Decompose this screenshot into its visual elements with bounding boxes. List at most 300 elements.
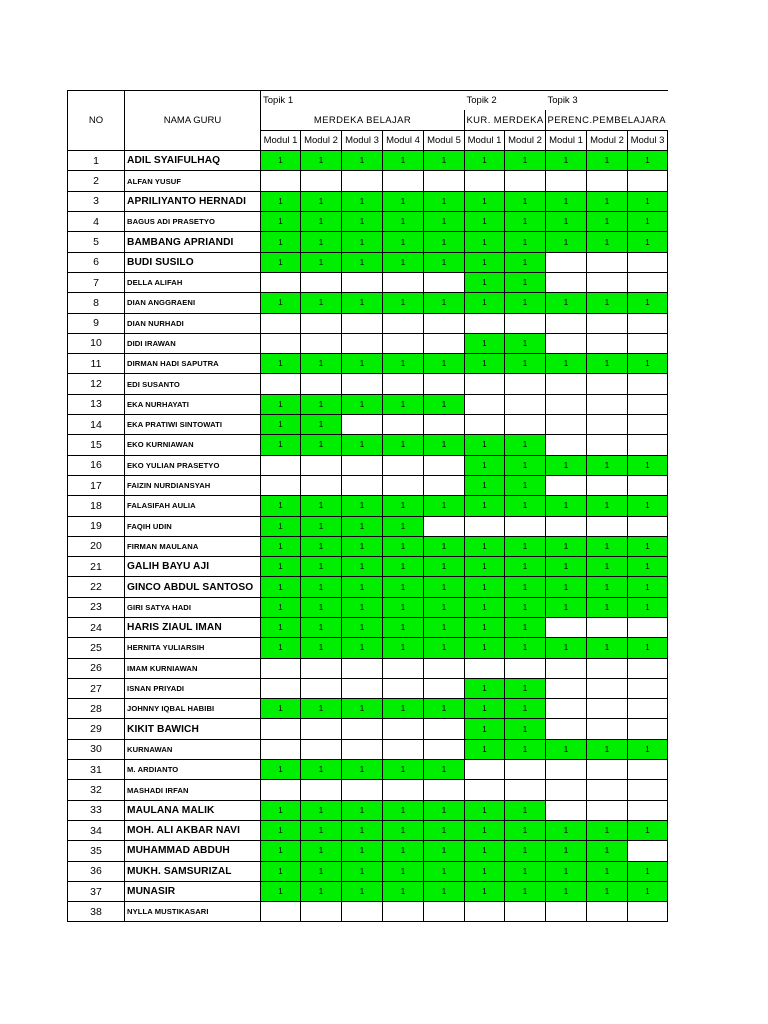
module-status-cell: 1	[424, 638, 465, 658]
module-status-cell	[505, 313, 546, 333]
module-status-cell: 1	[383, 577, 424, 597]
module-status-cell	[301, 475, 342, 495]
module-status-cell	[424, 902, 465, 922]
module-status-cell: 1	[261, 212, 301, 232]
module-status-cell: 1	[546, 212, 587, 232]
table-row	[68, 780, 668, 800]
module-status-cell	[546, 800, 587, 820]
module-status-cell: 1	[424, 435, 465, 455]
module-status-cell	[261, 475, 301, 495]
module-status-cell	[628, 760, 668, 780]
module-status-cell: 1	[587, 841, 628, 861]
module-status-cell	[261, 272, 301, 292]
module-status-cell: 1	[628, 557, 668, 577]
module-status-cell: 1	[628, 739, 668, 759]
module-status-cell: 1	[587, 861, 628, 881]
module-status-cell: 1	[424, 577, 465, 597]
table-row	[68, 841, 668, 861]
module-status-cell: 1	[628, 354, 668, 374]
module-status-cell: 1	[587, 293, 628, 313]
module-status-cell: 1	[342, 212, 383, 232]
module-status-cell	[465, 374, 505, 394]
module-status-cell: 1	[383, 800, 424, 820]
module-status-cell: 1	[465, 455, 505, 475]
table-row	[68, 496, 668, 516]
module-status-cell: 1	[383, 618, 424, 638]
module-status-cell	[342, 455, 383, 475]
module-status-cell: 1	[465, 536, 505, 556]
table-row	[68, 354, 668, 374]
module-status-cell: 1	[505, 699, 546, 719]
module-status-cell: 1	[587, 354, 628, 374]
module-status-cell: 1	[546, 232, 587, 252]
module-status-cell	[587, 678, 628, 698]
module-status-cell	[505, 415, 546, 435]
module-status-cell: 1	[465, 618, 505, 638]
table-row	[68, 760, 668, 780]
module-status-cell: 1	[628, 638, 668, 658]
module-status-cell: 1	[301, 557, 342, 577]
module-status-cell: 1	[587, 881, 628, 901]
module-status-cell	[628, 618, 668, 638]
module-status-cell: 1	[301, 516, 342, 536]
module-status-cell	[546, 394, 587, 414]
module-status-cell	[546, 475, 587, 495]
module-status-cell: 1	[546, 293, 587, 313]
row-number: 7	[68, 272, 125, 292]
module-status-cell: 1	[342, 557, 383, 577]
module-header: Modul 3	[342, 130, 383, 150]
module-status-cell: 1	[505, 861, 546, 881]
module-status-cell: 1	[465, 699, 505, 719]
module-status-cell: 1	[465, 151, 505, 171]
module-status-cell: 1	[261, 232, 301, 252]
module-status-cell	[261, 171, 301, 191]
module-status-cell: 1	[261, 151, 301, 171]
module-status-cell	[587, 171, 628, 191]
module-status-cell	[261, 902, 301, 922]
module-status-cell: 1	[465, 861, 505, 881]
module-status-cell	[465, 658, 505, 678]
module-status-cell	[261, 678, 301, 698]
module-status-cell	[342, 415, 383, 435]
module-status-cell	[587, 313, 628, 333]
module-status-cell: 1	[383, 841, 424, 861]
module-status-cell: 1	[505, 618, 546, 638]
module-status-cell: 1	[261, 820, 301, 840]
module-status-cell	[383, 374, 424, 394]
module-status-cell: 1	[546, 638, 587, 658]
module-status-cell: 1	[546, 739, 587, 759]
topic-1-title: MERDEKA BELAJAR	[261, 110, 465, 130]
module-status-cell: 1	[261, 293, 301, 313]
module-status-cell	[628, 415, 668, 435]
teacher-name: BAMBANG APRIANDI	[125, 232, 261, 252]
module-status-cell: 1	[424, 212, 465, 232]
module-status-cell: 1	[301, 394, 342, 414]
module-status-cell	[424, 678, 465, 698]
module-status-cell	[383, 719, 424, 739]
module-status-cell: 1	[465, 272, 505, 292]
module-status-cell: 1	[505, 212, 546, 232]
teacher-name: FAQIH UDIN	[125, 516, 261, 536]
module-status-cell: 1	[505, 496, 546, 516]
table-row	[68, 618, 668, 638]
module-header: Modul 1	[465, 130, 505, 150]
module-status-cell	[383, 739, 424, 759]
module-status-cell: 1	[383, 293, 424, 313]
row-number: 15	[68, 435, 125, 455]
module-status-cell	[546, 902, 587, 922]
module-status-cell: 1	[465, 496, 505, 516]
row-number: 10	[68, 333, 125, 353]
module-status-cell: 1	[505, 638, 546, 658]
module-status-cell	[301, 780, 342, 800]
row-number: 31	[68, 760, 125, 780]
module-header: Modul 4	[383, 130, 424, 150]
teacher-name: MASHADI IRFAN	[125, 780, 261, 800]
module-status-cell	[587, 394, 628, 414]
module-status-cell: 1	[424, 699, 465, 719]
module-status-cell: 1	[546, 455, 587, 475]
table-row	[68, 557, 668, 577]
module-status-cell	[424, 658, 465, 678]
module-status-cell	[587, 658, 628, 678]
module-status-cell	[587, 516, 628, 536]
module-status-cell: 1	[587, 557, 628, 577]
name-header: NAMA GURU	[125, 91, 261, 151]
module-status-cell: 1	[342, 232, 383, 252]
module-status-cell: 1	[301, 232, 342, 252]
row-number: 33	[68, 800, 125, 820]
row-number: 5	[68, 232, 125, 252]
table-row	[68, 191, 668, 211]
module-status-cell	[546, 252, 587, 272]
module-status-cell	[628, 699, 668, 719]
module-status-cell	[587, 374, 628, 394]
module-status-cell: 1	[342, 394, 383, 414]
module-status-cell: 1	[301, 212, 342, 232]
table-row	[68, 577, 668, 597]
module-status-cell: 1	[424, 800, 465, 820]
module-status-cell	[424, 455, 465, 475]
teacher-name: APRILIYANTO HERNADI	[125, 191, 261, 211]
row-number: 28	[68, 699, 125, 719]
row-number: 9	[68, 313, 125, 333]
table-row	[68, 719, 668, 739]
teacher-name: DIDI IRAWAN	[125, 333, 261, 353]
module-status-cell: 1	[383, 151, 424, 171]
table-row	[68, 313, 668, 333]
module-status-cell: 1	[342, 841, 383, 861]
module-status-cell	[587, 272, 628, 292]
module-status-cell	[587, 760, 628, 780]
module-status-cell	[587, 475, 628, 495]
module-status-cell: 1	[301, 820, 342, 840]
module-status-cell: 1	[587, 496, 628, 516]
module-status-cell: 1	[465, 557, 505, 577]
module-status-cell	[383, 902, 424, 922]
topic-label-row	[68, 91, 668, 111]
module-status-cell	[628, 902, 668, 922]
module-header: Modul 1	[261, 130, 301, 150]
topic-2-label: Topik 2	[465, 91, 546, 111]
module-status-cell: 1	[587, 597, 628, 617]
module-status-cell	[301, 902, 342, 922]
module-header: Modul 2	[301, 130, 342, 150]
module-status-cell: 1	[424, 820, 465, 840]
module-status-cell: 1	[261, 394, 301, 414]
table-row	[68, 902, 668, 922]
module-status-cell: 1	[546, 861, 587, 881]
module-status-cell	[342, 313, 383, 333]
teacher-name: DIRMAN HADI SAPUTRA	[125, 354, 261, 374]
row-number: 14	[68, 415, 125, 435]
module-status-cell: 1	[465, 820, 505, 840]
module-status-cell: 1	[505, 536, 546, 556]
module-status-cell: 1	[342, 597, 383, 617]
module-status-cell: 1	[383, 191, 424, 211]
teacher-name: GIRI SATYA HADI	[125, 597, 261, 617]
module-status-cell: 1	[261, 577, 301, 597]
module-status-cell: 1	[424, 252, 465, 272]
module-status-cell: 1	[301, 536, 342, 556]
row-number: 36	[68, 861, 125, 881]
module-status-cell: 1	[628, 455, 668, 475]
table-row	[68, 435, 668, 455]
row-number: 29	[68, 719, 125, 739]
module-status-cell: 1	[465, 252, 505, 272]
module-status-cell: 1	[628, 861, 668, 881]
teacher-name: EDI SUSANTO	[125, 374, 261, 394]
row-number: 11	[68, 354, 125, 374]
module-status-cell: 1	[424, 861, 465, 881]
table-row	[68, 678, 668, 698]
teacher-name: ISNAN PRIYADI	[125, 678, 261, 698]
module-status-cell: 1	[301, 191, 342, 211]
module-status-cell	[546, 333, 587, 353]
module-status-cell: 1	[383, 252, 424, 272]
module-status-cell: 1	[628, 496, 668, 516]
module-header: Modul 2	[505, 130, 546, 150]
table-row	[68, 394, 668, 414]
module-status-cell: 1	[546, 354, 587, 374]
module-status-cell	[424, 739, 465, 759]
teacher-name: HERNITA YULIARSIH	[125, 638, 261, 658]
module-status-cell: 1	[628, 151, 668, 171]
module-status-cell	[465, 394, 505, 414]
module-status-cell: 1	[301, 151, 342, 171]
module-status-cell	[383, 780, 424, 800]
module-status-cell: 1	[628, 191, 668, 211]
module-status-cell	[546, 678, 587, 698]
module-status-cell	[342, 678, 383, 698]
module-status-cell	[465, 516, 505, 536]
module-status-cell	[342, 902, 383, 922]
module-status-cell: 1	[301, 252, 342, 272]
module-status-cell: 1	[342, 496, 383, 516]
module-status-cell: 1	[546, 496, 587, 516]
module-status-cell: 1	[342, 699, 383, 719]
module-status-cell	[424, 719, 465, 739]
teacher-name: MAULANA MALIK	[125, 800, 261, 820]
teacher-name: DELLA ALIFAH	[125, 272, 261, 292]
table-row	[68, 597, 668, 617]
module-status-cell: 1	[465, 232, 505, 252]
module-status-cell: 1	[342, 800, 383, 820]
module-status-cell	[342, 374, 383, 394]
module-status-cell	[628, 658, 668, 678]
module-status-cell	[546, 516, 587, 536]
module-status-cell	[628, 719, 668, 739]
module-status-cell: 1	[505, 820, 546, 840]
teacher-name: BAGUS ADI PRASETYO	[125, 212, 261, 232]
module-status-cell: 1	[424, 841, 465, 861]
module-status-cell: 1	[505, 739, 546, 759]
row-number: 23	[68, 597, 125, 617]
module-status-cell	[587, 719, 628, 739]
module-status-cell: 1	[505, 151, 546, 171]
module-status-cell	[546, 171, 587, 191]
module-status-cell: 1	[261, 800, 301, 820]
table-row	[68, 820, 668, 840]
module-status-cell: 1	[505, 557, 546, 577]
module-status-cell	[587, 699, 628, 719]
module-status-cell: 1	[424, 618, 465, 638]
module-status-cell: 1	[465, 293, 505, 313]
module-status-cell: 1	[383, 435, 424, 455]
module-status-cell: 1	[546, 151, 587, 171]
module-status-cell: 1	[383, 212, 424, 232]
module-status-cell	[301, 313, 342, 333]
teacher-name: EKO YULIAN PRASETYO	[125, 455, 261, 475]
module-status-cell: 1	[587, 536, 628, 556]
module-status-cell: 1	[342, 252, 383, 272]
module-status-cell: 1	[505, 191, 546, 211]
module-status-cell	[424, 780, 465, 800]
module-status-cell: 1	[383, 820, 424, 840]
row-number: 1	[68, 151, 125, 171]
module-status-cell: 1	[261, 841, 301, 861]
module-status-cell	[628, 394, 668, 414]
module-status-cell	[628, 252, 668, 272]
module-status-cell	[628, 313, 668, 333]
module-status-cell	[301, 455, 342, 475]
module-status-cell	[342, 780, 383, 800]
table-row	[68, 293, 668, 313]
module-status-cell: 1	[383, 881, 424, 901]
row-number: 32	[68, 780, 125, 800]
module-status-cell: 1	[261, 191, 301, 211]
row-number: 2	[68, 171, 125, 191]
module-header: Modul 3	[628, 130, 668, 150]
module-status-cell	[424, 475, 465, 495]
module-status-cell: 1	[465, 638, 505, 658]
row-number: 3	[68, 191, 125, 211]
table-row	[68, 252, 668, 272]
module-status-cell	[342, 658, 383, 678]
module-status-cell	[546, 719, 587, 739]
teacher-name: NYLLA MUSTIKASARI	[125, 902, 261, 922]
module-status-cell: 1	[505, 272, 546, 292]
module-status-cell: 1	[342, 536, 383, 556]
table-row	[68, 415, 668, 435]
module-status-cell: 1	[587, 232, 628, 252]
module-status-cell	[424, 171, 465, 191]
teacher-name: GINCO ABDUL SANTOSO	[125, 577, 261, 597]
module-status-cell	[342, 171, 383, 191]
teacher-name: FIRMAN MAULANA	[125, 536, 261, 556]
module-status-cell	[383, 272, 424, 292]
module-status-cell: 1	[261, 760, 301, 780]
module-status-cell: 1	[301, 881, 342, 901]
module-status-cell	[628, 171, 668, 191]
module-status-cell: 1	[465, 212, 505, 232]
module-status-cell: 1	[465, 719, 505, 739]
module-status-cell: 1	[261, 354, 301, 374]
module-status-cell: 1	[301, 293, 342, 313]
module-status-cell	[505, 760, 546, 780]
module-status-cell	[546, 699, 587, 719]
teacher-name: KIKIT BAWICH	[125, 719, 261, 739]
module-status-cell: 1	[342, 354, 383, 374]
module-status-cell	[301, 739, 342, 759]
teacher-name: GALIH BAYU AJI	[125, 557, 261, 577]
table-row	[68, 536, 668, 556]
module-status-cell: 1	[383, 496, 424, 516]
module-status-cell: 1	[546, 191, 587, 211]
module-status-cell: 1	[465, 354, 505, 374]
teacher-name: MUKH. SAMSURIZAL	[125, 861, 261, 881]
module-status-cell	[342, 333, 383, 353]
teacher-name: MUHAMMAD ABDUH	[125, 841, 261, 861]
teacher-name: MOH. ALI AKBAR NAVI	[125, 820, 261, 840]
module-status-cell	[628, 435, 668, 455]
no-header: NO	[68, 91, 125, 151]
module-status-cell	[383, 333, 424, 353]
table-row	[68, 374, 668, 394]
module-status-cell: 1	[261, 638, 301, 658]
table-row	[68, 658, 668, 678]
row-number: 38	[68, 902, 125, 922]
module-status-cell: 1	[546, 597, 587, 617]
module-status-cell: 1	[465, 191, 505, 211]
module-status-cell: 1	[465, 739, 505, 759]
table-row	[68, 881, 668, 901]
module-status-cell: 1	[505, 333, 546, 353]
module-status-cell: 1	[301, 354, 342, 374]
table-row	[68, 861, 668, 881]
module-status-cell: 1	[587, 455, 628, 475]
module-status-cell	[465, 313, 505, 333]
teacher-name: EKA PRATIWI SINTOWATI	[125, 415, 261, 435]
module-status-cell	[505, 394, 546, 414]
module-status-cell: 1	[505, 455, 546, 475]
teacher-name: ADIL SYAIFULHAQ	[125, 151, 261, 171]
module-status-cell	[546, 435, 587, 455]
module-status-cell: 1	[505, 354, 546, 374]
module-status-cell: 1	[383, 232, 424, 252]
module-status-cell	[301, 272, 342, 292]
module-status-cell: 1	[628, 212, 668, 232]
module-status-cell	[505, 171, 546, 191]
module-status-cell: 1	[505, 475, 546, 495]
teacher-name: JOHNNY IQBAL HABIBI	[125, 699, 261, 719]
module-status-cell: 1	[261, 435, 301, 455]
module-status-cell: 1	[505, 841, 546, 861]
module-status-cell	[261, 455, 301, 475]
module-status-cell: 1	[628, 293, 668, 313]
